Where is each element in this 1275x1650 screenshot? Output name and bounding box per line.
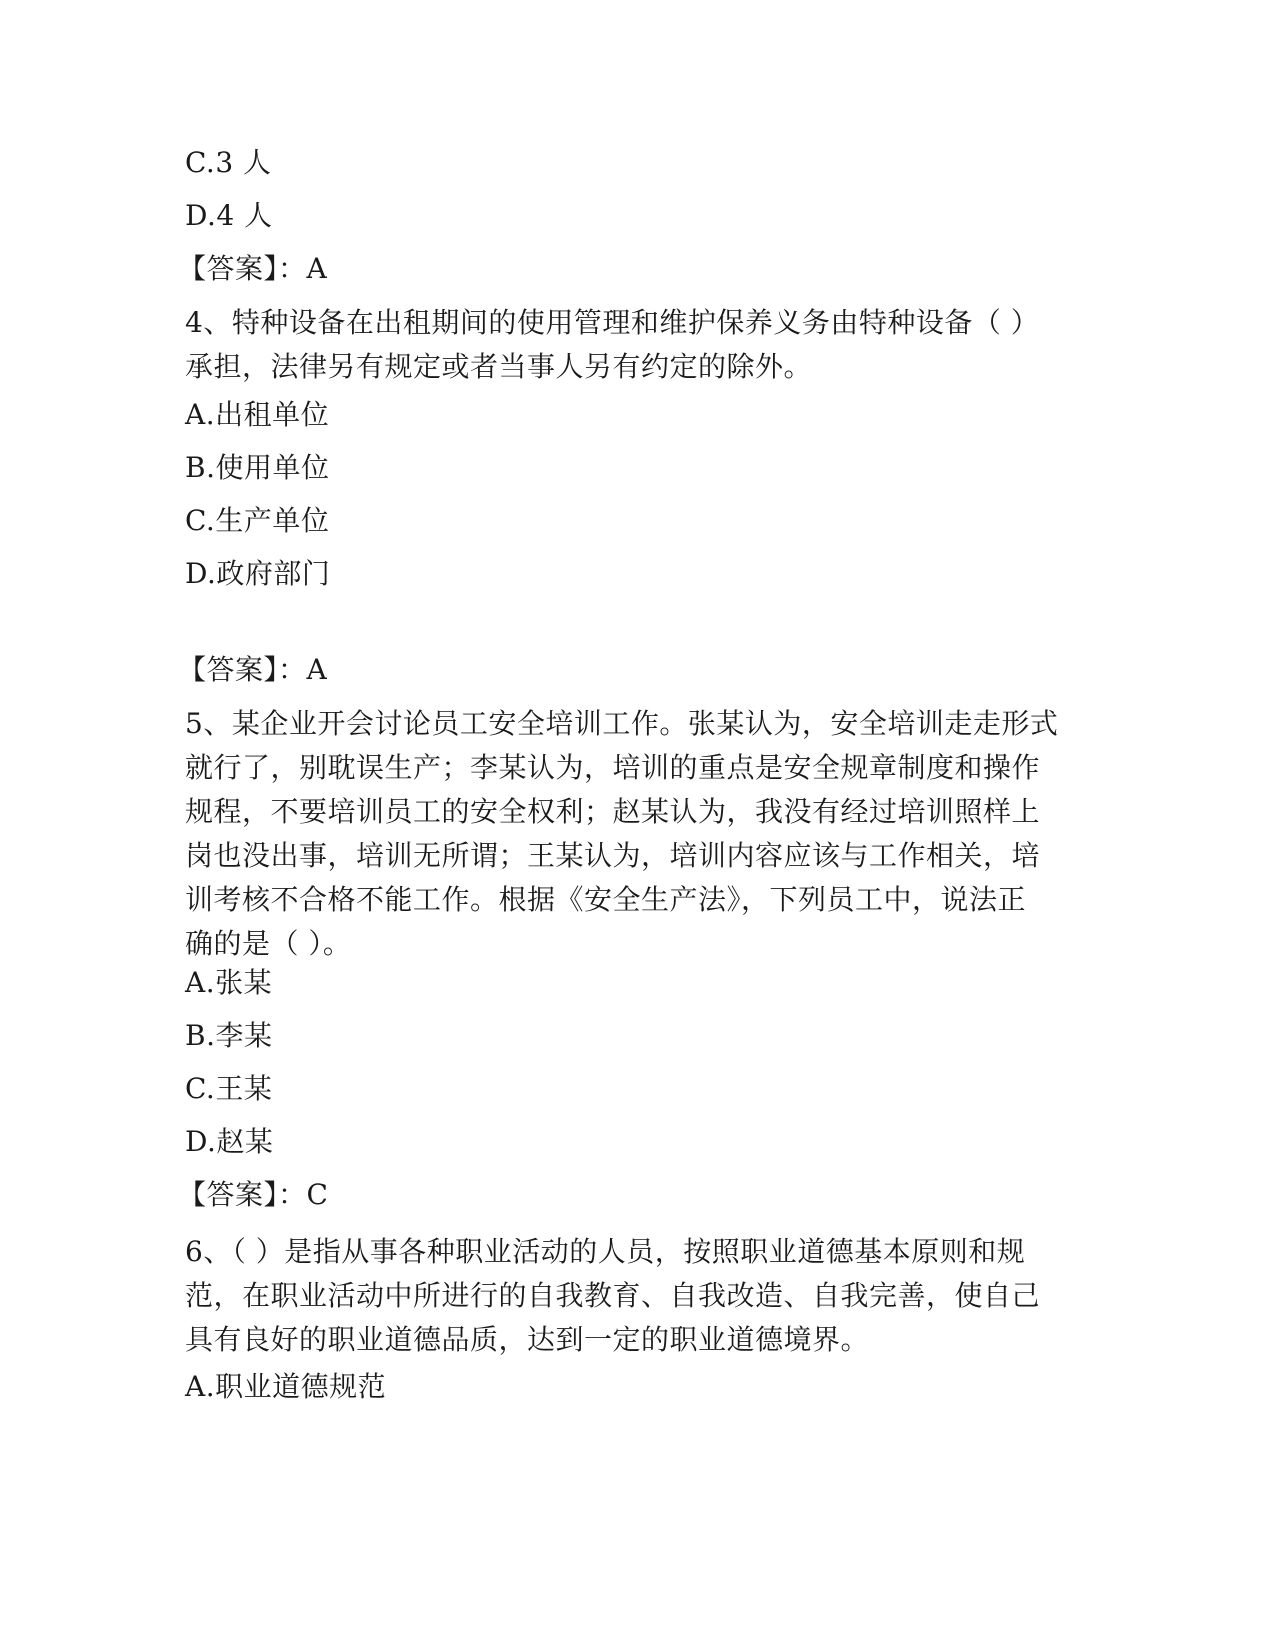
q5-stem-line: 规程，不要培训员工的安全权利；赵某认为，我没有经过培训照样上 bbox=[185, 795, 1041, 828]
q4-answer: 【答案】：A bbox=[178, 653, 328, 686]
q5-stem-line: 5、某企业开会讨论员工安全培训工作。张某认为，安全培训走走形式 bbox=[185, 707, 1059, 740]
q5-stem-line: 训考核不合格不能工作。根据《安全生产法》，下列员工中，说法正 bbox=[185, 883, 1027, 916]
q6-stem-line: 范，在职业活动中所进行的自我教育、自我改造、自我完善，使自己 bbox=[185, 1279, 1041, 1312]
q4-option-a: A.出租单位 bbox=[185, 398, 330, 431]
q5-option-a: A.张某 bbox=[185, 966, 273, 999]
q5-option-b: B.李某 bbox=[185, 1019, 273, 1052]
q5-option-d: D.赵某 bbox=[185, 1125, 274, 1158]
q5-option-c: C.王某 bbox=[185, 1072, 273, 1105]
q3-answer: 【答案】：A bbox=[178, 252, 328, 285]
q5-stem-line: 岗也没出事，培训无所谓；王某认为，培训内容应该与工作相关，培 bbox=[185, 839, 1041, 872]
q5-stem-line: 确的是（ ）。 bbox=[185, 927, 352, 960]
q3-option-d: D.4 人 bbox=[185, 199, 273, 232]
q6-stem-line: 6、（ ）是指从事各种职业活动的人员，按照职业道德基本原则和规 bbox=[185, 1235, 1026, 1268]
q5-stem bbox=[185, 702, 1075, 966]
q4-option-c: C.生产单位 bbox=[185, 504, 330, 537]
q4-stem-line: 承担，法律另有规定或者当事人另有约定的除外。 bbox=[185, 350, 813, 383]
q6-stem-line: 具有良好的职业道德品质，达到一定的职业道德境界。 bbox=[185, 1323, 870, 1356]
q5-answer: 【答案】：C bbox=[178, 1178, 329, 1211]
q4-stem bbox=[185, 301, 1075, 389]
q6-option-a: A.职业道德规范 bbox=[185, 1370, 387, 1403]
q4-option-d: D.政府部门 bbox=[185, 557, 331, 590]
q3-option-c: C.3 人 bbox=[185, 146, 272, 179]
q5-stem-line: 就行了，别耽误生产；李某认为，培训的重点是安全规章制度和操作 bbox=[185, 751, 1041, 784]
q4-option-b: B.使用单位 bbox=[185, 451, 330, 484]
q6-stem bbox=[185, 1230, 1075, 1362]
q4-stem-line: 4、特种设备在出租期间的使用管理和维护保养义务由特种设备（ ） bbox=[185, 306, 1040, 339]
